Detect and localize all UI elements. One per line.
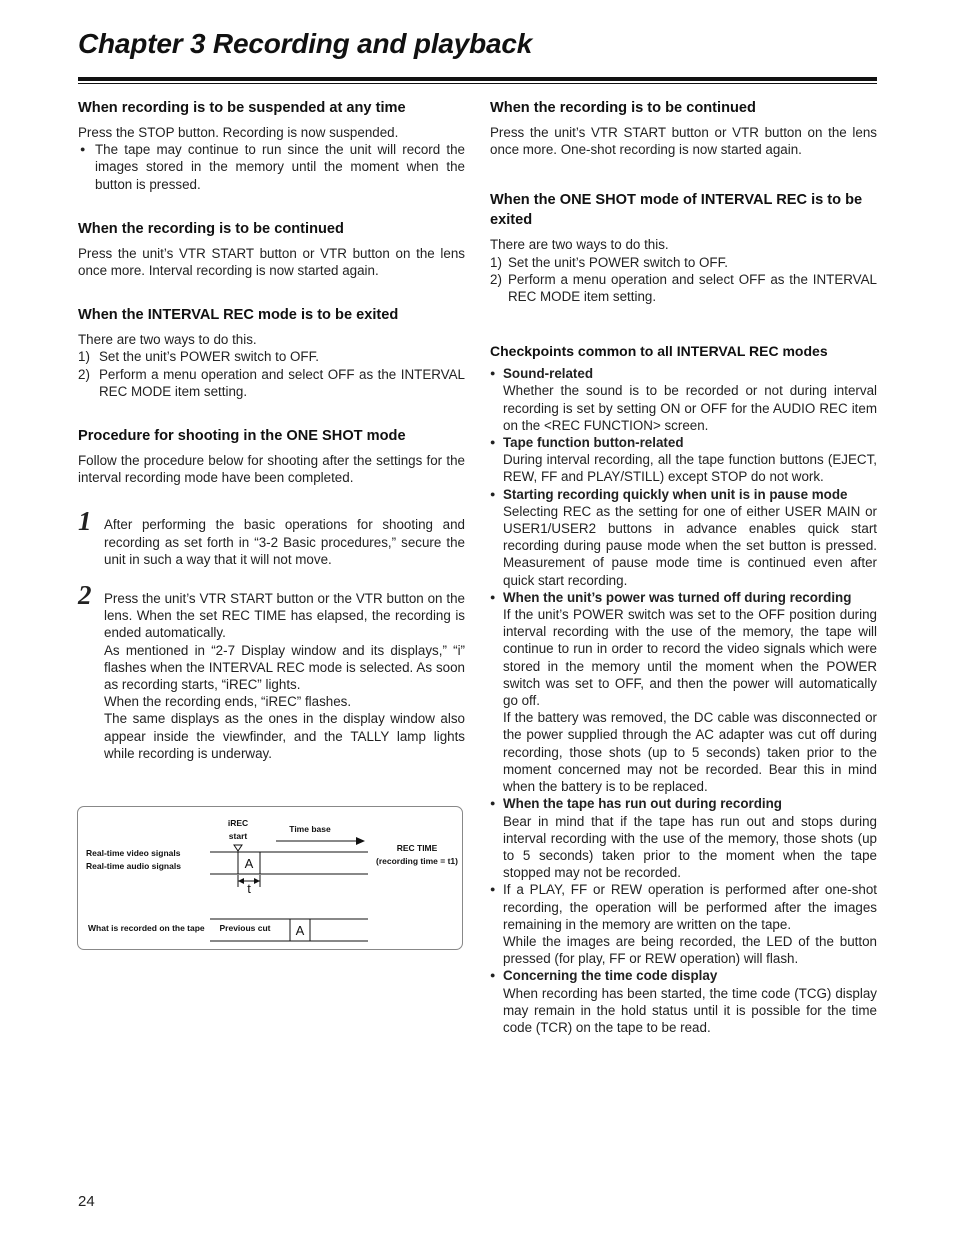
checkpoint-body: ● If a PLAY, FF or REW operation is performed after one-shot recording, the operation will be performed after the images remaining in the memory are written on the tape. (490, 881, 877, 933)
step-text: As mentioned in “2-7 Display window and its displays,” “i” flashes when the INTERVAL REC mode is selected. As soon as recording starts, “iREC” lights. (104, 642, 465, 693)
t-label: t (247, 881, 251, 896)
item-number: 1) (78, 349, 90, 365)
time-base-label: Time base (289, 824, 331, 834)
rec-time-note: (recording time = t1) (376, 856, 458, 866)
tape-label: What is recorded on the tape (88, 923, 205, 933)
section-heading: When the recording is to be continued (78, 220, 344, 237)
section-heading: When recording is to be suspended at any time (78, 100, 406, 116)
tape-segment-a-letter: A (295, 923, 305, 938)
item-number: 1) (490, 254, 502, 270)
paragraph: Press the unit’s VTR START button or VTR button on the lens once more. One-shot recording is now started again. (490, 125, 877, 158)
page-number: 24 (78, 1193, 95, 1210)
section-heading: When the recording is to be continued (490, 100, 756, 116)
previous-cut-label: Previous cut (219, 923, 271, 933)
checkpoint-body: During interval recording, all the tape function buttons (EJECT, REW, FF and PLAY/STILL) except STOP do not work. (503, 452, 877, 485)
t-arrow-left-icon (238, 878, 244, 884)
step-text: After performing the basic operations for shooting and recording as set forth in “3-2 Basic procedures,” secure the unit in such a way that it will not move. (104, 517, 465, 567)
checkpoint-play-ff-rew (490, 881, 877, 967)
timing-diagram-svg (78, 807, 464, 951)
section-exit-one-shot (490, 190, 877, 305)
step-number: 1 (78, 506, 92, 537)
step-text: Press the unit’s VTR START button or the VTR button on the lens. When the set REC TIME has elapsed, the recording is ended automatically. (104, 591, 465, 641)
paragraph: Press the unit’s VTR START button or VTR button on the lens once more. Interval recording is now started again. (78, 245, 465, 279)
checkpoint-title: ● When the tape has run out during recording (490, 795, 877, 812)
checkpoint-time-code (490, 967, 877, 1036)
checkpoint-sound (490, 365, 877, 434)
t-arrow-right-icon (254, 878, 260, 884)
section-checkpoints (490, 341, 877, 1036)
checkpoint-title: ● Concerning the time code display (490, 967, 877, 984)
item-text: Perform a menu operation and select OFF as the INTERVAL REC MODE item setting. (99, 366, 465, 399)
audio-signals-label: Real-time audio signals (86, 861, 181, 871)
paragraph: Follow the procedure below for shooting after the settings for the interval recording mode have been completed. (78, 453, 465, 486)
segment-a-letter: A (244, 856, 254, 871)
checkpoint-pause-mode (490, 486, 877, 589)
item-number: 2) (78, 366, 90, 382)
numbered-item (78, 348, 465, 365)
section-continue-one-shot (490, 98, 877, 158)
checkpoint-title: ● Sound-related (490, 365, 877, 382)
item-text: Set the unit’s POWER switch to OFF. (508, 254, 729, 270)
section-exit-interval (78, 305, 465, 400)
step-text: The same displays as the ones in the display window also appear inside the viewfinder, and the TALLY lamp lights while recording is underway. (104, 711, 465, 761)
start-label: start (228, 831, 248, 841)
section-continue-interval (78, 219, 465, 279)
checkpoint-body: Bear in mind that if the tape has run out and stops during interval recording with the use of the memory, those shots (up to 5 seconds) taken prior to the moment when the tape stopped may not be recorded. (503, 813, 877, 881)
header-rule-thick (78, 77, 877, 81)
paragraph: There are two ways to do this. (490, 237, 669, 253)
step-1 (78, 506, 465, 568)
start-marker-icon (234, 845, 242, 851)
irec-label: iREC (227, 818, 249, 828)
numbered-item (78, 366, 465, 400)
checkpoint-body: If the unit’s POWER switch was set to the OFF position during interval recording with the use of the memory, the tape will continue to run in order to record the video signals which were stored in the memory until the moment when the POWER switch was set to OFF, and then the power will automatically go off. (503, 607, 877, 709)
checkpoint-tape-buttons (490, 434, 877, 486)
step-text: When the recording ends, “iREC” flashes. (104, 694, 352, 710)
timing-diagram (77, 806, 463, 950)
checkpoint-title: ● Tape function button-related (490, 434, 877, 451)
chapter-title: Chapter 3 Recording and playback (78, 28, 533, 59)
checkpoint-title: ● When the unit’s power was turned off during recording (490, 589, 877, 606)
item-number: 2) (490, 271, 502, 287)
rec-time-label: REC TIME (396, 843, 438, 853)
checkpoint-body: While the images are being recorded, the LED of the button pressed (for play, FF or REW operation) will flash. (503, 933, 877, 967)
time-base-arrow-icon (356, 837, 365, 845)
checkpoint-body: When recording has been started, the time code (TCG) display may remain in the hold status until it is possible for the time code (TCR) on the tape to be read. (503, 985, 877, 1035)
section-suspend (78, 98, 465, 193)
section-heading: Procedure for shooting in the ONE SHOT mode (78, 428, 406, 445)
section-heading: When the ONE SHOT mode of INTERVAL REC is to be exited (490, 192, 863, 229)
step-2 (78, 580, 465, 762)
right-column (490, 98, 877, 1036)
checkpoint-body: If the battery was removed, the DC cable was disconnected or the power supplied through the AC adapter was cut off during recording, those shots (up to 5 seconds) taken prior to the moment concerned may not be recorded. Bear this in mind when the battery is to be replaced. (503, 710, 877, 795)
checkpoint-tape-runout (490, 795, 877, 881)
left-column (78, 98, 465, 784)
numbered-item (490, 271, 877, 305)
header-rule-thin (78, 83, 877, 84)
item-text: Perform a menu operation and select OFF as the INTERVAL REC MODE item setting. (508, 271, 877, 305)
numbered-item (490, 254, 877, 271)
paragraph: Press the STOP button. Recording is now suspended. (78, 125, 399, 140)
item-text: Set the unit’s POWER switch to OFF. (99, 349, 320, 365)
checkpoint-body: Selecting REC as the setting for one of either USER MAIN or USER1/USER2 buttons in advance enables quick start recording during pause mode when the set button is pressed. Measurement of pause mode time is continued even after quick start recording. (503, 503, 877, 588)
paragraph: There are two ways to do this. (78, 332, 257, 348)
step-number: 2 (78, 580, 92, 611)
checkpoint-title: ● Starting recording quickly when unit is in pause mode (490, 486, 877, 503)
video-signals-label: Real-time video signals (86, 848, 181, 858)
bullet-item: ● The tape may continue to run since the unit will record the images stored in the memory until the moment when the button is pressed. (78, 141, 465, 193)
section-heading: When the INTERVAL REC mode is to be exited (78, 307, 399, 324)
section-heading: Checkpoints common to all INTERVAL REC modes (490, 343, 828, 360)
section-one-shot-procedure (78, 426, 465, 486)
checkpoint-body: Whether the sound is to be recorded or not during interval recording is set by setting ON or OFF for the AUDIO REC item on the <REC FUNCTION> screen. (503, 383, 877, 433)
checkpoint-power-off (490, 589, 877, 795)
